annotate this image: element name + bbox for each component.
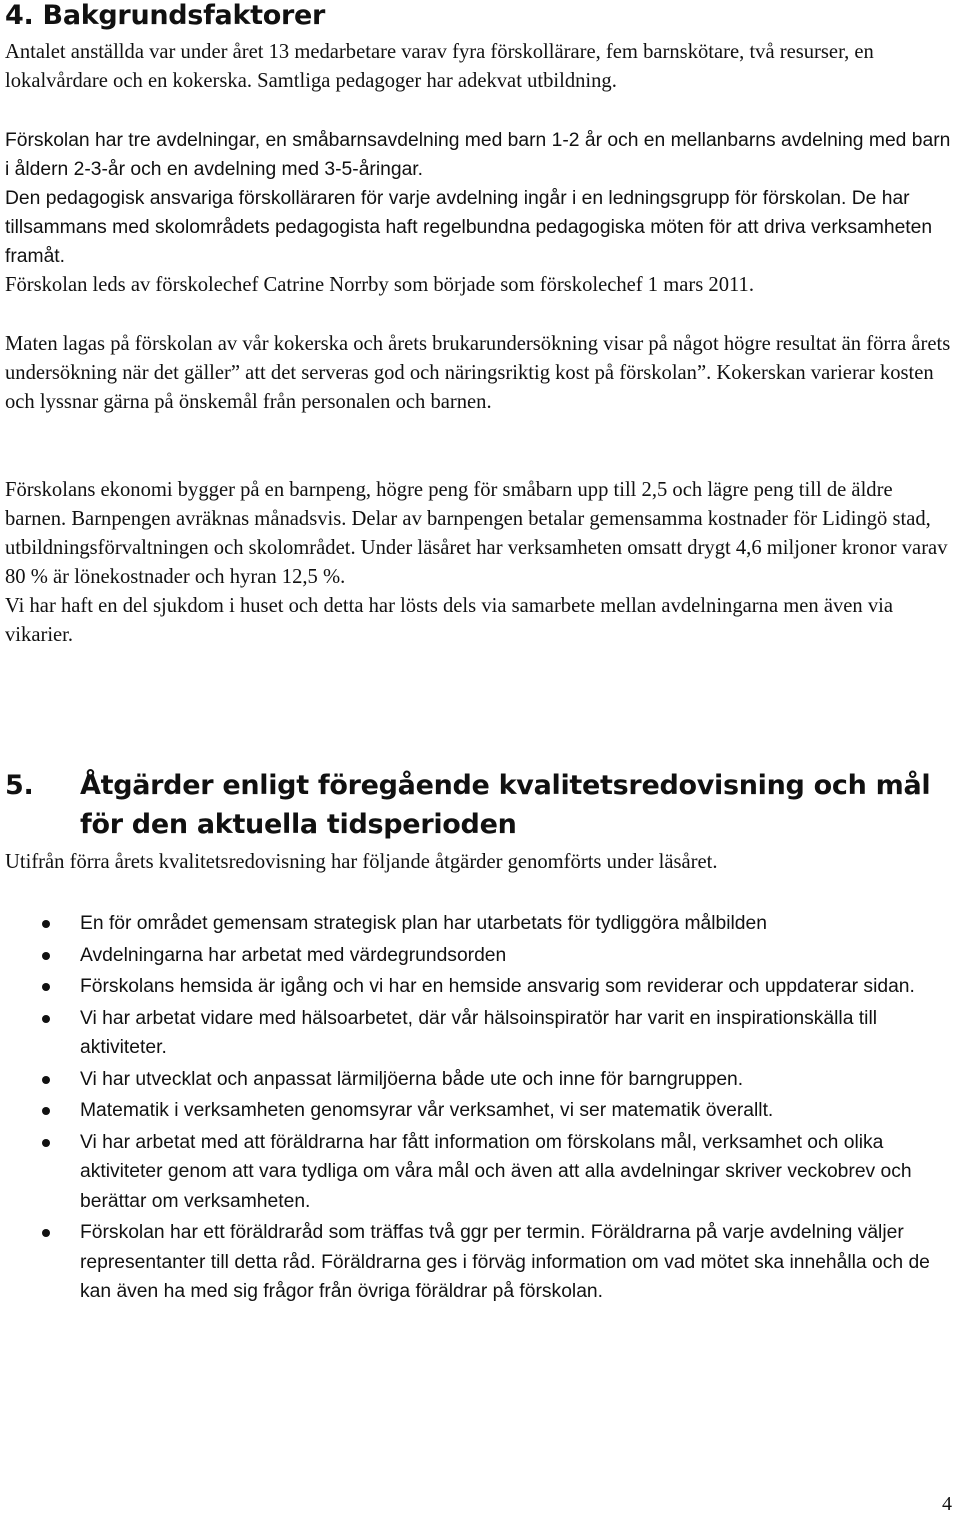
- food-block: [5, 330, 955, 417]
- bullet-dot-icon: [42, 983, 50, 991]
- departments-paragraph: Förskolan har tre avdelningar, en småbarnsavdelning med barn 1-2 år och en mellanbarns avdelning med barn i åldern 2-3-år och en avdelning med 3-5-åringar.: [5, 130, 951, 180]
- bullet-dot-icon: [42, 1139, 50, 1147]
- page-number: 4: [942, 1493, 952, 1515]
- section-4-heading: 4. Bakgrundsfaktorer: [5, 0, 326, 31]
- section-5-heading-line1: Åtgärder enligt föregående kvalitetsredovisning och mål: [80, 770, 931, 801]
- section-5-intro-block: [5, 848, 955, 877]
- section-5-heading-line2: för den aktuella tidsperioden: [80, 809, 517, 840]
- list-item: Vi har utvecklat och anpassat lärmiljöerna både ute och inne för barngruppen.: [5, 1065, 955, 1095]
- section-5-intro: Utifrån förra årets kvalitetsredovisning har följande åtgärder genomförts under läsåret.: [5, 851, 718, 873]
- economy-block: [5, 476, 955, 650]
- section-4-organisation: [5, 126, 955, 300]
- staff-paragraph: Antalet anställda var under året 13 medarbetare varav fyra förskollärare, fem barnskötare, två resurser, en lokalvårdare och en kokerska. Samtliga pedagoger har adekvat utbildning.: [5, 41, 874, 92]
- list-item: Vi har arbetat vidare med hälsoarbetet, där vår hälsoinspiratör har varit en inspirationskälla till aktiviteter.: [5, 1004, 955, 1063]
- bullet-dot-icon: [42, 1107, 50, 1115]
- bullet-dot-icon: [42, 1015, 50, 1023]
- list-item: Förskolan har ett föräldraråd som träffas två ggr per termin. Föräldrarna på varje avdelning väljer representanter till detta råd. Föräldrarna ges i förväg information om vad mötet ska innehålla och de kan även ha med sig frågor från övriga föräldrar på förskolan.: [5, 1218, 955, 1307]
- economy-paragraph: Förskolans ekonomi bygger på en barnpeng, högre peng för småbarn upp till 2,5 och lägre peng till de äldre barnen. Barnpengen avräknas månadsvis. Delar av barnpengen betalar gemensamma kostnader för Lidingö stad, utbildningsförvaltningen och skolområdet. Under läsåret har verksamheten omsatt drygt 4,6 miljoner kronor varav 80 % är lönekostnader och hyran 12,5 %.: [5, 479, 948, 588]
- list-item: Avdelningarna har arbetat med värdegrundsorden: [5, 941, 955, 971]
- list-item: Förskolans hemsida är igång och vi har en hemside ansvarig som reviderar och uppdaterar sidan.: [5, 972, 955, 1002]
- principal-paragraph: Förskolan leds av förskolechef Catrine Norrby som började som förskolechef 1 mars 2011.: [5, 274, 755, 296]
- food-paragraph: Maten lagas på förskolan av vår kokerska och årets brukarundersökning visar på något högre resultat än förra årets undersökning när det gäller” att det serveras god och näringsriktig kost på förskolan”. Kokerskan varierar kosten och lyssnar gärna på önskemål från personalen och barnen.: [5, 333, 951, 413]
- section-5-heading: [5, 766, 930, 844]
- actions-list: [5, 909, 955, 1309]
- section-5-number: 5.: [5, 770, 34, 801]
- section-4-intro: [5, 38, 955, 96]
- sickness-paragraph: Vi har haft en del sjukdom i huset och detta har lösts dels via samarbete mellan avdelningarna men även via vikarier.: [5, 595, 894, 646]
- leadership-group-paragraph: Den pedagogisk ansvariga förskolläraren för varje avdelning ingår i en ledningsgrupp för förskolan. De har tillsammans med skolområdets pedagogista haft regelbundna pedagogiska möten för att driva verksamheten framåt.: [5, 188, 933, 267]
- list-item: Vi har arbetat med att föräldrarna har fått information om förskolans mål, verksamhet och olika aktiviteter genom att vara tydliga om våra mål och även att alla avdelningar skriver veckobrev och berättar om verksamheten.: [5, 1128, 955, 1217]
- list-item: En för området gemensam strategisk plan har utarbetats för tydliggöra målbilden: [5, 909, 955, 939]
- bullet-dot-icon: [42, 1229, 50, 1237]
- bullet-dot-icon: [42, 1076, 50, 1084]
- bullet-dot-icon: [42, 920, 50, 928]
- bullet-dot-icon: [42, 952, 50, 960]
- list-item: Matematik i verksamheten genomsyrar vår verksamhet, vi ser matematik överallt.: [5, 1096, 955, 1126]
